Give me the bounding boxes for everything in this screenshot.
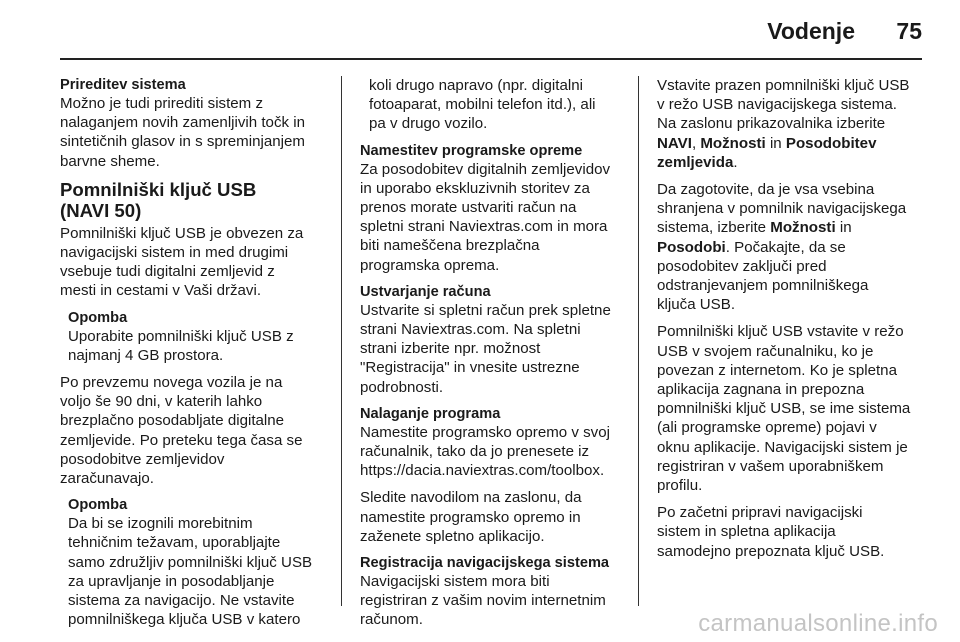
paragraph-zagotovite: Da zagotovite, da je vsa vsebina shranjena v pomnilnik navigacijskega sistema, izberite Možnosti in Posodobi. Počakajte, da se posodobitev zaključi pred odstranjevanjem pomnilniškega ključa USB. xyxy=(657,181,907,314)
header-rule xyxy=(60,58,922,60)
heading-namestitev: Namestitev programske opreme xyxy=(360,142,583,159)
heading-prireditev-sistema: Prireditev sistema xyxy=(60,77,186,93)
column-divider xyxy=(341,76,342,606)
watermark: carmanualsonline.info xyxy=(698,610,938,637)
column-1 xyxy=(60,76,330,637)
menu-term-zemljevida: zemljevida xyxy=(657,153,734,171)
paragraph-usb-obvezen: Pomnilniški ključ USB je obvezen za navigacijski sistem in med drugimi vsebuje tudi digitalni zemljevid z mesti in cestami v Vaši državi. xyxy=(60,224,304,300)
note-title: Opomba xyxy=(68,497,128,514)
paragraph-vstavite-usb: Vstavite prazen pomnilniški ključ USB v režo USB navigacijskega sistema. Na zaslonu prikazovalnika izberite NAVI, Možnosti in Posodobitev zemljevida. xyxy=(657,77,910,171)
page-header xyxy=(0,0,960,60)
menu-term-navi: NAVI xyxy=(657,134,692,152)
paragraph-registracija: Navigacijski sistem mora biti registriran z vašim novim internetnim računom. xyxy=(360,573,606,629)
note-block-1: Opomba Uporabite pomnilniški ključ USB z najmanj 4 GB prostora. xyxy=(60,309,330,365)
paragraph-namestitev: Za posodobitev digitalnih zemljevidov in uporabo ekskluzivnih storitev za prenos morate ustvariti račun na spletni strani Naviextras.com in mora biti nameščena brezplačna programska oprema. xyxy=(360,160,611,274)
page-footer xyxy=(0,604,960,642)
menu-term-posodobitev: Posodobitev xyxy=(785,134,877,152)
note-title: Opomba xyxy=(68,309,128,326)
paragraph-sledite: Sledite navodilom na zaslonu, da namestite programsko opremo in zaženete spletno aplikacijo. xyxy=(360,489,582,545)
menu-term-moznosti: Možnosti xyxy=(770,219,836,237)
paragraph-prireditev: Možno je tudi prirediti sistem z nalaganjem novih zamenljivih točk in sintetičnih glasov in s spreminjanjem barvne sheme. xyxy=(60,95,305,170)
note-block-2: Opomba Da bi se izognili morebitnim tehničnim težavam, uporabljajte samo združljiv pomnilniški ključ USB za upravljanje in posodabljanje sistema za navigacijo. Ne vstavite pomnilniškega ključa USB v katero xyxy=(60,496,330,629)
column-3 xyxy=(657,76,927,569)
paragraph-zacetni-pripravi: Po začetni pripravi navigacijski sistem in spletna aplikacija samodejno prepoznata ključ USB. xyxy=(657,504,885,560)
page-title: Vodenje xyxy=(767,18,855,44)
paragraph-racunalnik: Pomnilniški ključ USB vstavite v režo USB v svojem računalniku, ko je povezan z internetom. Ko je spletna aplikacija zagnana in prepozna pomnilniški ključ USB, se ime sistema (ali programske opreme) pojavi v oknu aplikacije. Navigacijski sistem je registriran v vašem uporabniškem profilu. xyxy=(657,323,911,495)
paragraph-nalaganje: Namestite programsko opremo v svoj računalnik, tako da jo prenesete iz https://dacia.naviextras.com/toolbox. xyxy=(360,423,610,480)
heading-pomnilniski-kljuc: Pomnilniški ključ USB (NAVI 50) xyxy=(60,178,257,222)
menu-term-moznosti: Možnosti xyxy=(700,134,766,152)
paragraph-90-dni: Po prevzemu novega vozila je na voljo še 90 dni, v katerih lahko brezplačno posodabljate digitalne zemljevide. Po preteku tega časa se posodobitve zemljevidov zaračunavajo. xyxy=(60,374,303,488)
column-2 xyxy=(360,76,630,638)
heading-ustvarjanje-racuna: Ustvarjanje računa xyxy=(360,283,491,300)
paragraph-racun: Ustvarite si spletni račun prek spletne strani Naviextras.com. Na spletni strani izberite npr. možnost "Registracija" in vnesite ustrezne podrobnosti. xyxy=(360,301,611,396)
heading-registracija: Registracija navigacijskega sistema xyxy=(360,555,610,572)
column-divider xyxy=(638,76,639,606)
heading-nalaganje-programa: Nalaganje programa xyxy=(360,405,501,422)
page-number: 75 xyxy=(896,18,922,44)
note-continuation: koli drugo napravo (npr. digitalni fotoaparat, mobilni telefon itd.), ali pa v drugo vozilo. xyxy=(369,77,596,133)
menu-term-posodobi: Posodobi xyxy=(657,238,726,256)
